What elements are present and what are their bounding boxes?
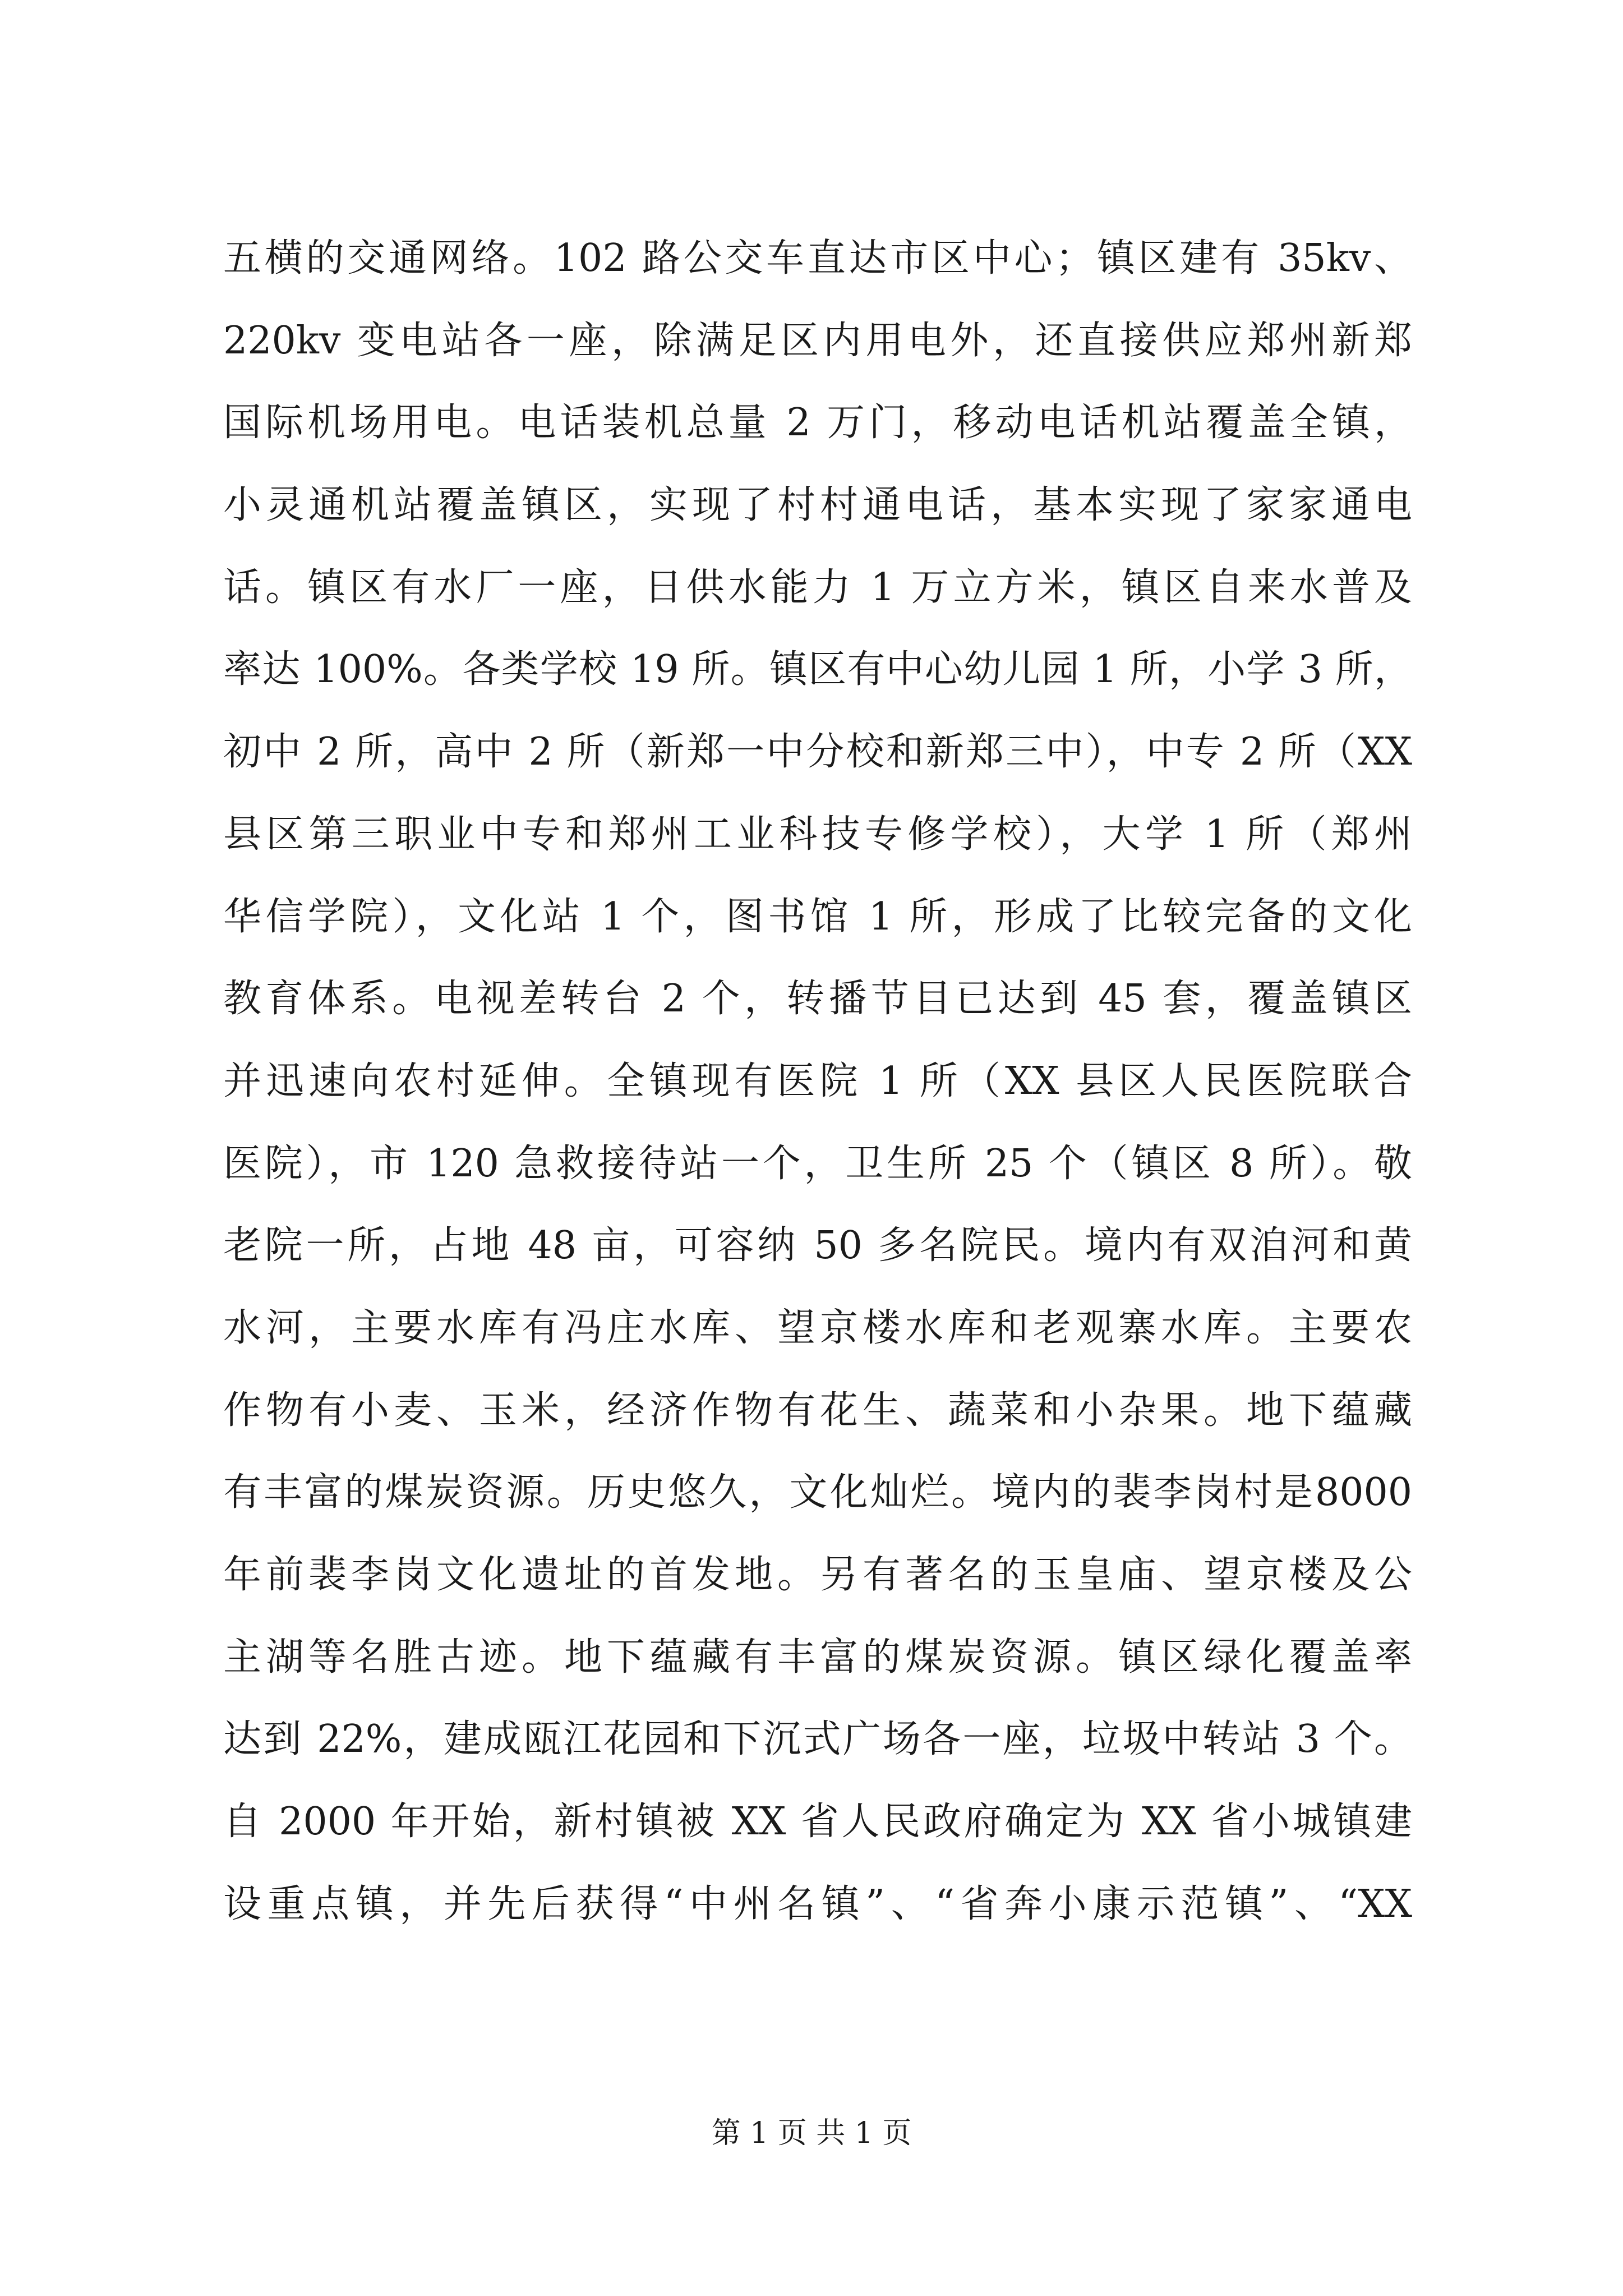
text-line: 老院一所，占地 48 亩，可容纳 50 多名院民。境内有双洎河和黄	[223, 1223, 1412, 1268]
text-line: 年前裴李岗文化遗址的首发地。另有著名的玉皇庙、望京楼及公	[223, 1553, 1412, 1597]
text-line: 220kv 变电站各一座，除满足区内用电外，还直接供应郑州新郑	[223, 318, 1412, 363]
text-line: 设重点镇，并先后获得“中州名镇”、“省奔小康示范镇”、“XX	[223, 1881, 1412, 1926]
text-line: 有丰富的煤炭资源。历史悠久，文化灿烂。境内的裴李岗村是8000	[223, 1470, 1412, 1515]
text-line: 作物有小麦、玉米，经济作物有花生、蔬菜和小杂果。地下蕴藏	[223, 1388, 1412, 1433]
text-line: 主湖等名胜古迹。地下蕴藏有丰富的煤炭资源。镇区绿化覆盖率	[223, 1635, 1412, 1680]
text-line: 小灵通机站覆盖镇区，实现了村村通电话，基本实现了家家通电	[223, 483, 1412, 528]
text-line: 并迅速向农村延伸。全镇现有医院 1 所（XX 县区人民医院联合	[223, 1059, 1412, 1103]
page-footer	[0, 2114, 1623, 2153]
text-line: 华信学院），文化站 1 个，图书馆 1 所，形成了比较完备的文化	[223, 894, 1412, 939]
text-line: 教育体系。电视差转台 2 个，转播节目已达到 45 套，覆盖镇区	[223, 977, 1412, 1022]
text-line: 医院），市 120 急救接待站一个，卫生所 25 个（镇区 8 所）。敬	[223, 1141, 1412, 1186]
text-line: 率达 100%。各类学校 19 所。镇区有中心幼儿园 1 所，小学 3 所，	[223, 647, 1412, 692]
text-line: 水河，主要水库有冯庄水库、望京楼水库和老观寨水库。主要农	[223, 1305, 1412, 1350]
text-line: 五横的交通网络。102 路公交车直达市区中心；镇区建有 35kv、	[223, 236, 1412, 280]
body-text	[223, 218, 1412, 1945]
text-line: 自 2000 年开始，新村镇被 XX 省人民政府确定为 XX 省小城镇建	[223, 1800, 1412, 1844]
text-line: 达到 22%，建成瓯江花园和下沉式广场各一座，垃圾中转站 3 个。	[223, 1717, 1412, 1762]
page-number: 第 1 页 共 1 页	[711, 2116, 912, 2150]
text-line: 初中 2 所，高中 2 所（新郑一中分校和新郑三中），中专 2 所（XX	[223, 730, 1412, 775]
text-line: 国际机场用电。电话装机总量 2 万门，移动电话机站覆盖全镇，	[223, 401, 1412, 445]
text-line: 县区第三职业中专和郑州工业科技专修学校），大学 1 所（郑州	[223, 812, 1412, 857]
text-line: 话。镇区有水厂一座，日供水能力 1 万立方米，镇区自来水普及	[223, 565, 1412, 610]
